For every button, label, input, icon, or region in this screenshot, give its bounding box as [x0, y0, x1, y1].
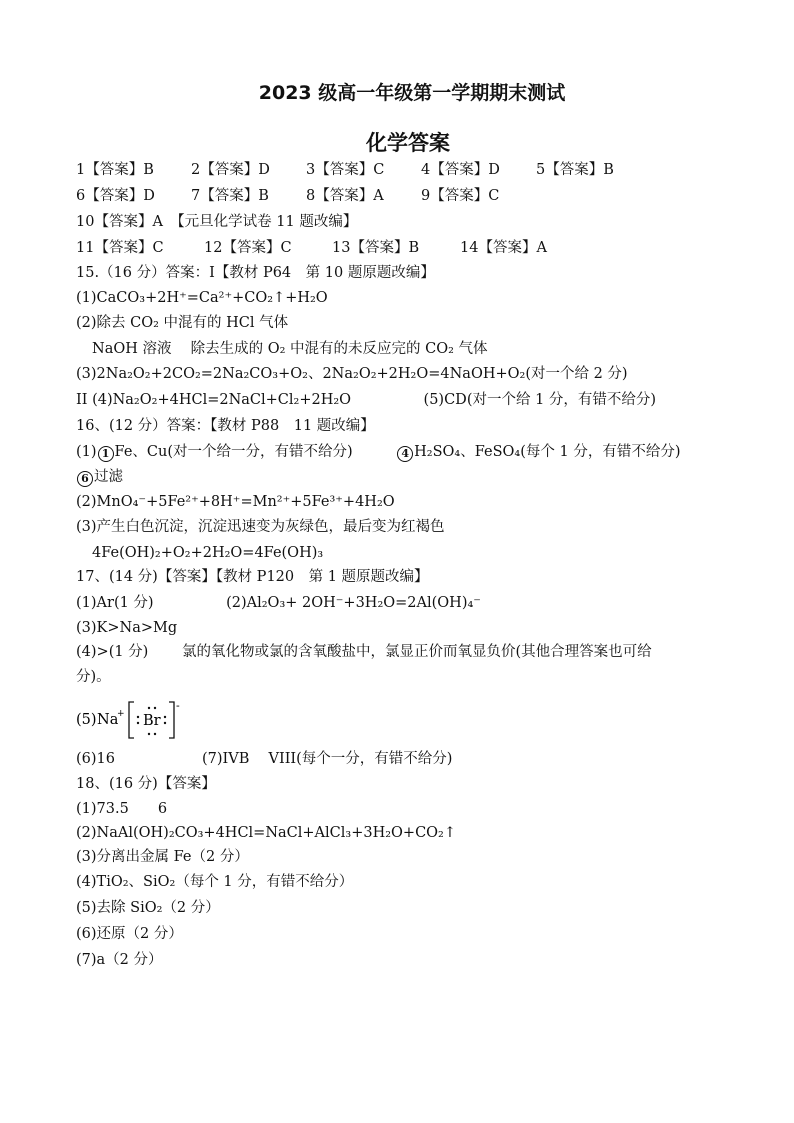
mc-row-3: 10【答案】A 【元旦化学试卷 11 题改编】 [76, 214, 358, 230]
lewis-cation: Na [97, 712, 119, 728]
mc-answer: 11【答案】C [76, 240, 164, 256]
q16-line [76, 467, 123, 487]
mc-row-1 [76, 160, 614, 180]
mc-row-4 [76, 238, 547, 258]
q15-line: (3)2Na₂O₂+2CO₂=2Na₂CO₃+O₂、2Na₂O₂+2H₂O=4NaOH+O₂(对一个给 2 分) [76, 366, 628, 382]
mc-answer: 13【答案】B [332, 240, 420, 256]
mc-answer: 6【答案】D [76, 188, 155, 204]
mc-answer: 5【答案】B [536, 162, 614, 178]
q18-line: (4)TiO₂、SiO₂（每个 1 分，有错不给分） [76, 874, 354, 890]
q16-text: 过滤 [94, 469, 123, 485]
q18-line: (3)分离出金属 Fe（2 分） [76, 849, 249, 865]
lewis-anion-charge: - [176, 699, 180, 712]
circled-number: 6 [77, 471, 93, 487]
mc-answer: 3【答案】C [306, 162, 385, 178]
q18-line: (2)NaAl(OH)₂CO₃+4HCl=NaCl+AlCl₃+3H₂O+CO₂↑ [76, 825, 457, 841]
mc-row-2 [76, 186, 499, 206]
q16-text: (1) [76, 444, 97, 460]
q15-heading: 15.（16 分）答案：I【教材 P64 第 10 题原题改编】 [76, 265, 435, 281]
q15-line: NaOH 溶液 除去生成的 O₂ 中混有的未反应完的 CO₂ 气体 [92, 341, 488, 357]
q15-line: (2)除去 CO₂ 中混有的 HCl 气体 [76, 315, 289, 331]
q15-line: (1)CaCO₃+2H⁺=Ca²⁺+CO₂↑+H₂O [76, 290, 328, 306]
right-bracket-icon [169, 702, 174, 738]
mc-answer: 2【答案】D [191, 162, 270, 178]
mc-answer: 4【答案】D [421, 162, 500, 178]
lewis-cation-charge: + [117, 709, 125, 719]
left-bracket-icon [129, 702, 134, 738]
q17-line: (6)16 (7)IVB VIII(每个一分，有错不给分) [76, 751, 453, 767]
q17-line: (4)>(1 分) 氯的氧化物或氯的含氧酸盐中，氯显正价而氧显负价(其他合理答案也可给 [76, 644, 652, 660]
lewis-structure-nabr [76, 697, 216, 743]
q16-heading: 16、(12 分）答案：【教材 P88 11 题改编】 [76, 418, 375, 434]
q17-line: (3)K>Na>Mg [76, 620, 178, 636]
mc-answer: 12【答案】C [204, 240, 292, 256]
q17-line: (1)Ar(1 分) (2)Al₂O₃+ 2OH⁻+3H₂O=2Al(OH)₄⁻ [76, 595, 481, 611]
q18-heading: 18、(16 分)【答案】 [76, 776, 216, 792]
q16-line: (3)产生白色沉淀，沉淀迅速变为灰绿色，最后变为红褐色 [76, 519, 445, 535]
mc-answer: 8【答案】A [306, 188, 384, 204]
mc-answer: 7【答案】B [191, 188, 269, 204]
q18-line: (1)73.5 6 [76, 801, 168, 817]
mc-answer: 1【答案】B [76, 162, 154, 178]
q16-line [76, 442, 681, 462]
lewis-prefix: (5) [76, 712, 97, 728]
q17-heading: 17、(14 分)【答案】【教材 P120 第 1 题原题改编】 [76, 569, 429, 585]
circled-number: 1 [98, 446, 114, 462]
exam-title: 2023 级高一年级第一学期期末测试 [258, 82, 566, 104]
q16-text: Fe、Cu(对一个给一分，有错不给分) [114, 444, 397, 460]
q18-line: (7)a（2 分） [76, 952, 163, 968]
q16-line: (2)MnO₄⁻+5Fe²⁺+8H⁺=Mn²⁺+5Fe³⁺+4H₂O [76, 494, 395, 510]
q15-line: II (4)Na₂O₂+4HCl=2NaCl+Cl₂+2H₂O (5)CD(对一个给 1 分，有错不给分) [76, 392, 657, 408]
q18-line: (5)去除 SiO₂（2 分） [76, 900, 220, 916]
q17-line: 分)。 [76, 669, 111, 685]
lewis-anion: Br [143, 713, 161, 729]
q18-line: (6)还原（2 分） [76, 926, 183, 942]
circled-number: 4 [397, 446, 413, 462]
mc-answer: 14【答案】A [460, 240, 547, 256]
q16-line: 4Fe(OH)₂+O₂+2H₂O=4Fe(OH)₃ [92, 545, 324, 561]
mc-answer: 9【答案】C [421, 188, 500, 204]
answer-subtitle: 化学答案 [366, 131, 450, 155]
q16-text: H₂SO₄、FeSO₄(每个 1 分，有错不给分) [414, 444, 681, 460]
